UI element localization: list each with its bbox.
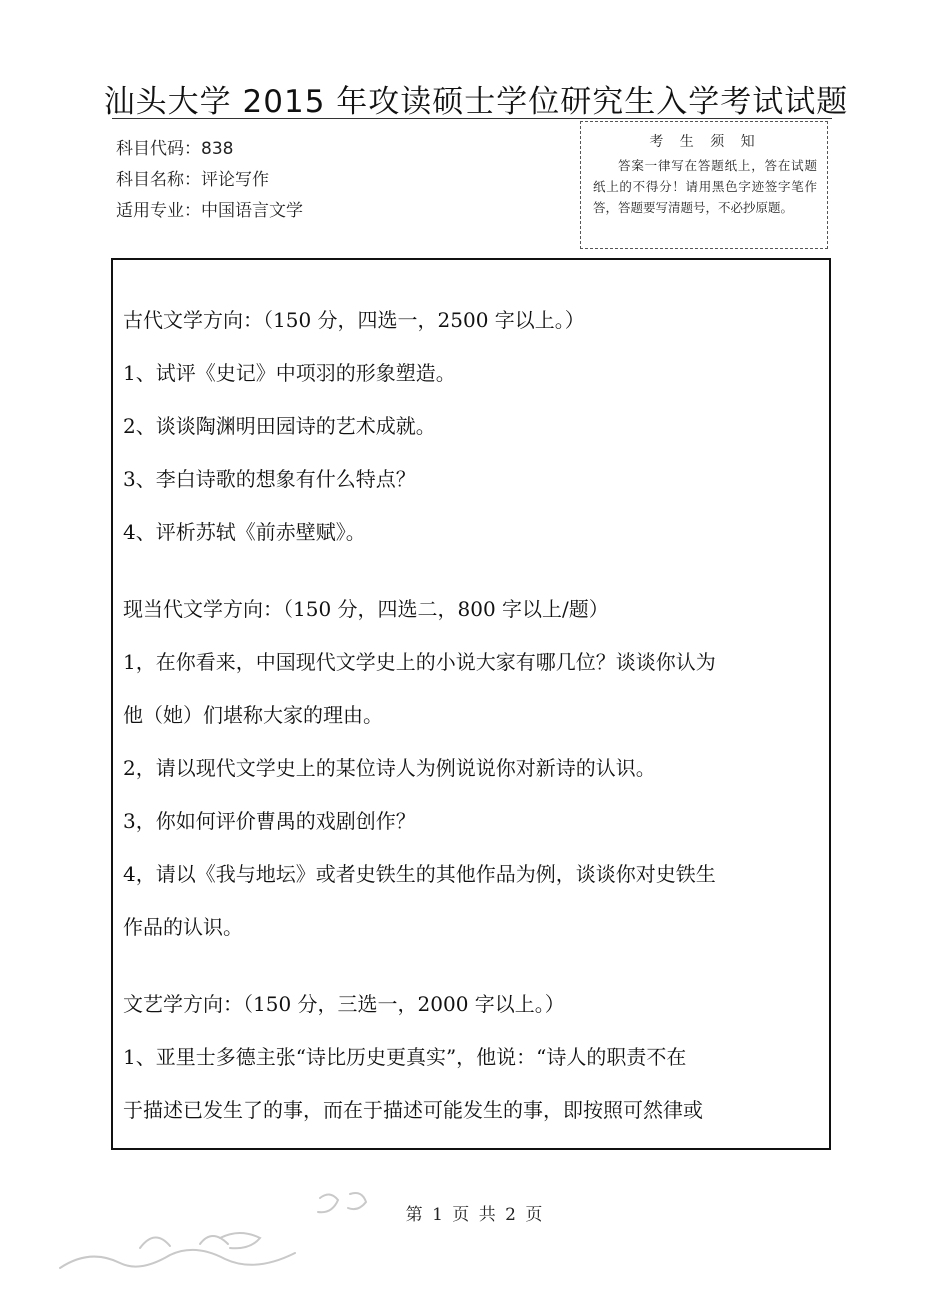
question-line: 3、李白诗歌的想象有什么特点？ [123,467,416,491]
question-line: 他（她）们堪称大家的理由。 [123,703,383,727]
exam-meta [116,134,303,227]
section-literary-theory [123,978,821,1137]
page-number: 第 1 页 共 2 页 [405,1205,545,1225]
notice-title: 考 生 须 知 [649,134,761,150]
applicable-major: 适用专业：中国语言文学 [116,201,303,221]
subject-name: 科目名称：评论写作 [116,170,269,190]
question-line: 1、亚里士多德主张“诗比历史更真实”，他说：“诗人的职责不在 [123,1045,687,1069]
question-line: 于描述已发生了的事，而在于描述可能发生的事，即按照可然律或 [123,1098,703,1122]
question-line: 作品的认识。 [123,915,243,939]
question-box [111,258,831,1150]
section-modern-literature [123,583,821,954]
section-ancient-literature [123,294,821,559]
question-line: 4、评析苏轼《前赤壁赋》。 [123,520,366,544]
title-divider [112,118,832,119]
section-heading: 现当代文学方向：（150 分，四选二，800 字以上/题） [123,597,609,621]
question-line: 2、谈谈陶渊明田园诗的艺术成就。 [123,414,436,438]
handwritten-signature [20,1178,380,1288]
question-line: 1、试评《史记》中项羽的形象塑造。 [123,361,456,385]
question-line: 4，请以《我与地坛》或者史铁生的其他作品为例，谈谈你对史铁生 [123,862,716,886]
question-line: 1，在你看来，中国现代文学史上的小说大家有哪几位？谈谈你认为 [123,650,716,674]
section-heading: 古代文学方向：（150 分，四选一，2500 字以上。） [123,308,585,332]
subject-code: 科目代码：838 [116,139,234,159]
page-title: 汕头大学 2015 年攻读硕士学位研究生入学考试试题 [103,84,849,120]
question-line: 2，请以现代文学史上的某位诗人为例说说你对新诗的认识。 [123,756,656,780]
notice-body: 答案一律写在答题纸上，答在试题纸上的不得分！请用黑色字迹签字笔作答，答题要写清题号，不必抄原题。 [593,158,817,215]
section-heading: 文艺学方向：（150 分，三选一，2000 字以上。） [123,992,565,1016]
candidate-notice-box [580,121,828,249]
question-line: 3，你如何评价曹禺的戏剧创作？ [123,809,416,833]
